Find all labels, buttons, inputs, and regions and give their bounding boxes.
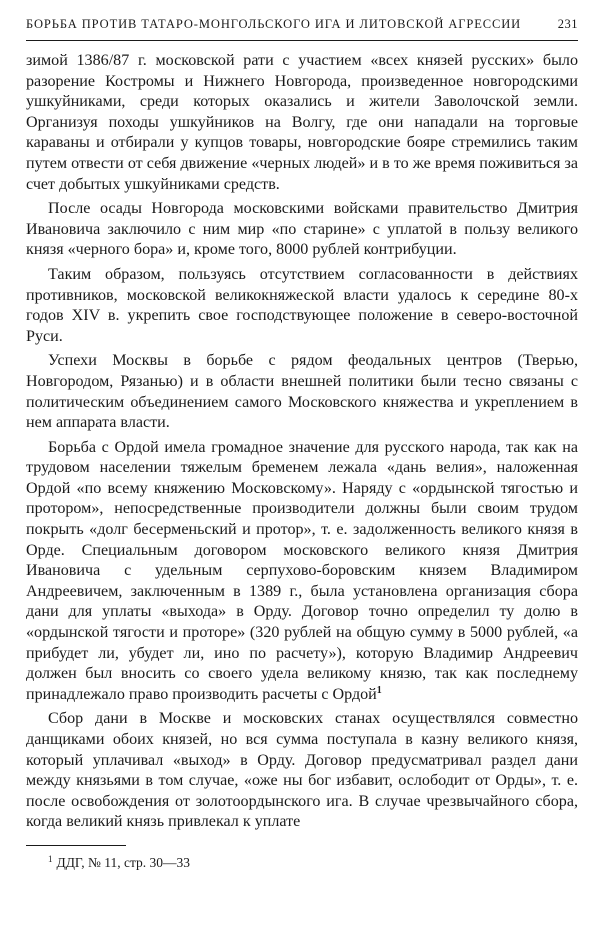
- footnote-marker: 1: [48, 853, 53, 864]
- book-page: [26, 14, 578, 872]
- paragraph: Сбор дани в Москве и московских станах осуществлялся совместно данщиками обоих князей, но вся сумма поступала в казну великого князя, который уплачивал «выход» в Орду. Договор предусматривал раздел дани между князьями в том случае, «оже ны бог избавит, ослободит от Орды», т. е. после освобождения от золотоордынского ига. В случае чрезвычайного сбора, когда великий князь привлекал к уплате: [26, 710, 578, 831]
- running-title: БОРЬБА ПРОТИВ ТАТАРО-МОНГОЛЬСКОГО ИГА И ЛИТОВСКОЙ АГРЕССИИ: [26, 17, 522, 31]
- footnote-text: ДДГ, № 11, стр. 30—33: [56, 854, 191, 870]
- paragraph: зимой 1386/87 г. московской рати с участием «всех князей русских» было разорение Костромы и Нижнего Новгорода, произведенное новгородскими ушкуйниками, среди которых оказались и жители Заволочской земли. Организуя походы ушкуйников на Волгу, где они нападали на торговые караваны и отбирали у купцов товары, новгородские бояре стремились таким путем отвести от себя движение «черных людей» и в то же время поживиться за счет добытых ушкуйниками средств.: [26, 52, 578, 193]
- paragraph: Успехи Москвы в борьбе с рядом феодальных центров (Тверью, Новгородом, Рязанью) и в области внешней политики были тесно связаны с политическим объединением самого Московского княжества и укреплением в нем аппарата власти.: [26, 352, 578, 432]
- header-rule: [26, 40, 578, 41]
- paragraph-text: Борьба с Ордой имела громадное значение для русского народа, так как на трудовом населении тяжелым бременем лежала «дань велия», наложенная Ордой «по всему княжению Московскому». Наряду с «ордынской тягостью и протором», непосредственные производители должны были своим трудом покрыть «долг бесерменьский и протор», т. е. задолженность великого князя в Орде. Специальным договором московского великого князя Дмитрия Ивановича с удельным серпухово-боровским князем Владимиром Андреевичем, заключенным в 1389 г., была установлена организация сбора дани для уплаты «выхода» в Орду. Договор точно определил ту долю в «ордынской тягости и проторе» (320 рублей на общую сумму в 5000 рублей, «а прибудет ли, убудет ли, ино по расчету»), которую Владимир Андреевич должен был вносить со своего удела великому князю, так как последнему принадлежало право производить расчеты с Ордой: [26, 438, 578, 703]
- footnote-reference[interactable]: 1: [376, 684, 382, 696]
- paragraph-with-footnote: [26, 438, 578, 706]
- running-head: [26, 14, 578, 34]
- paragraph: Таким образом, пользуясь отсутствием согласованности в действиях противников, московской великокняжеской власти удалось к середине 80-х годов XIV в. укрепить свое господствующее положение в северо-восточной Руси.: [26, 265, 578, 345]
- main-text: [26, 51, 578, 833]
- footnote-rule: [26, 845, 126, 846]
- page-number: 231: [557, 17, 578, 31]
- footnote: [26, 854, 578, 872]
- paragraph: После осады Новгорода московскими войсками правительство Дмитрия Ивановича заключило с ним мир «по старине» с уплатой в пользу великого князя «черного бора» и, кроме того, 8000 рублей контрибуции.: [26, 200, 578, 259]
